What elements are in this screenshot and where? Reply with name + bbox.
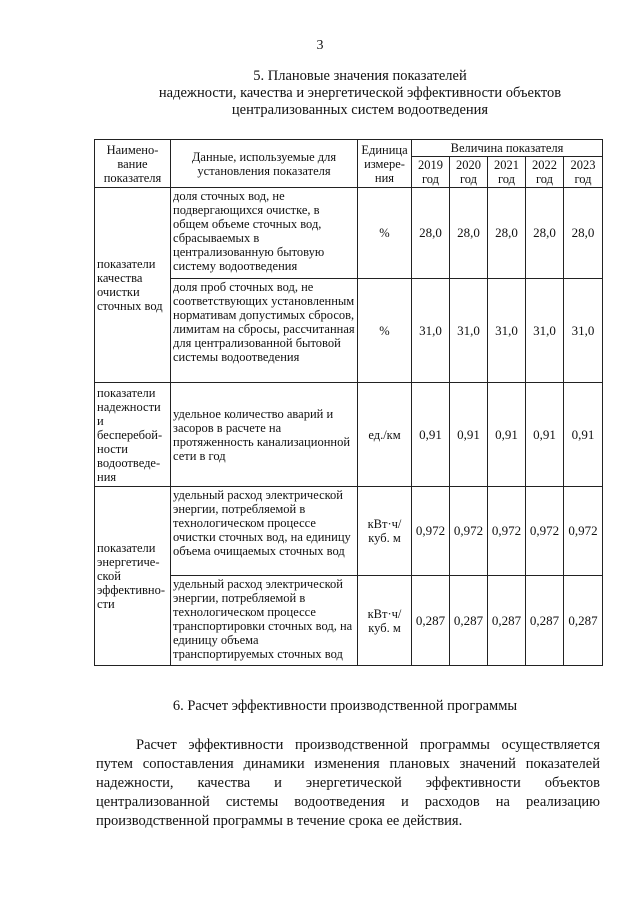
row-value: 31,0: [412, 279, 450, 383]
table-header-row: [95, 140, 603, 157]
row-value: 0,91: [526, 383, 564, 487]
row-unit: кВт·ч/ куб. м: [358, 576, 412, 666]
group-name: показатели энергетиче- ской эффективно- сти: [95, 487, 171, 666]
row-value: 31,0: [450, 279, 488, 383]
section-6-body: [96, 736, 600, 831]
row-unit: кВт·ч/ куб. м: [358, 487, 412, 576]
row-value: 0,287: [450, 576, 488, 666]
section-5-title: [100, 68, 620, 119]
section-6-title: 6. Расчет эффективности производственной программы: [172, 698, 518, 714]
row-value: 0,287: [412, 576, 450, 666]
row-data: удельное количество аварий и засоров в расчете на протяженность канализационной сети в год: [171, 383, 358, 487]
row-unit: %: [358, 188, 412, 279]
section-5-title-line: надежности, качества и энергетической эффективности объектов: [158, 85, 562, 101]
row-value: 0,91: [412, 383, 450, 487]
header-year: 2023 год: [564, 157, 603, 188]
row-value: 0,972: [412, 487, 450, 576]
header-year: 2019 год: [412, 157, 450, 188]
row-value: 0,972: [488, 487, 526, 576]
row-value: 28,0: [526, 188, 564, 279]
row-value: 0,972: [526, 487, 564, 576]
row-value: 28,0: [564, 188, 603, 279]
header-value-group: Величина показателя: [412, 140, 603, 157]
section-5-title-line: централизованных систем водоотведения: [231, 102, 489, 118]
indicators-table: [94, 139, 603, 666]
row-data: удельный расход электрической энергии, потребляемой в технологическом процессе транспортировки сточных вод, на единицу объема транспортируемых сточных вод: [171, 576, 358, 666]
row-value: 28,0: [412, 188, 450, 279]
page-number: 3: [316, 38, 324, 53]
table-row: [95, 383, 603, 487]
table-row: [95, 487, 603, 576]
header-name: Наимено- вание показателя: [95, 140, 171, 188]
table-row: [95, 279, 603, 383]
row-value: 0,91: [450, 383, 488, 487]
row-value: 31,0: [564, 279, 603, 383]
row-value: 28,0: [450, 188, 488, 279]
row-unit: %: [358, 279, 412, 383]
row-value: 31,0: [488, 279, 526, 383]
table-row: [95, 188, 603, 279]
row-value: 0,287: [488, 576, 526, 666]
table-row: [95, 576, 603, 666]
header-data: Данные, используемые для установления показателя: [171, 140, 358, 188]
header-year: 2021 год: [488, 157, 526, 188]
row-data: доля сточных вод, не подвергающихся очистке, в общем объеме сточных вод, сбрасываемых в централизованную бытовую систему водоотведения: [171, 188, 358, 279]
row-value: 28,0: [488, 188, 526, 279]
section-6-paragraph: Расчет эффективности производственной программы осуществляется путем сопоставления динамики изменения плановых значений показателей надежности, качества и энергетической эффективности объектов централизованной системы водоотведения и расходов на реализацию производственной программы в течение срока ее действия.: [96, 737, 600, 829]
row-value: 0,287: [526, 576, 564, 666]
row-data: удельный расход электрической энергии, потребляемой в технологическом процессе очистки сточных вод, на единицу объема очищаемых сточных вод: [171, 487, 358, 576]
row-value: 0,972: [564, 487, 603, 576]
section-5-title-line: 5. Плановые значения показателей: [253, 68, 467, 84]
header-year: 2022 год: [526, 157, 564, 188]
row-value: 31,0: [526, 279, 564, 383]
row-value: 0,972: [450, 487, 488, 576]
row-data: доля проб сточных вод, не соответствующих установленным нормативам допустимых сбросов, лимитам на сбросы, рассчитанная для централизованной бытовой системы водоотведения: [171, 279, 358, 383]
group-name: показатели надежности и бесперебой- ности водоотведе- ния: [95, 383, 171, 487]
row-unit: ед./км: [358, 383, 412, 487]
group-name: показатели качества очистки сточных вод: [95, 188, 171, 383]
row-value: 0,91: [564, 383, 603, 487]
row-value: 0,91: [488, 383, 526, 487]
header-year: 2020 год: [450, 157, 488, 188]
header-unit: Единица измере- ния: [358, 140, 412, 188]
row-value: 0,287: [564, 576, 603, 666]
